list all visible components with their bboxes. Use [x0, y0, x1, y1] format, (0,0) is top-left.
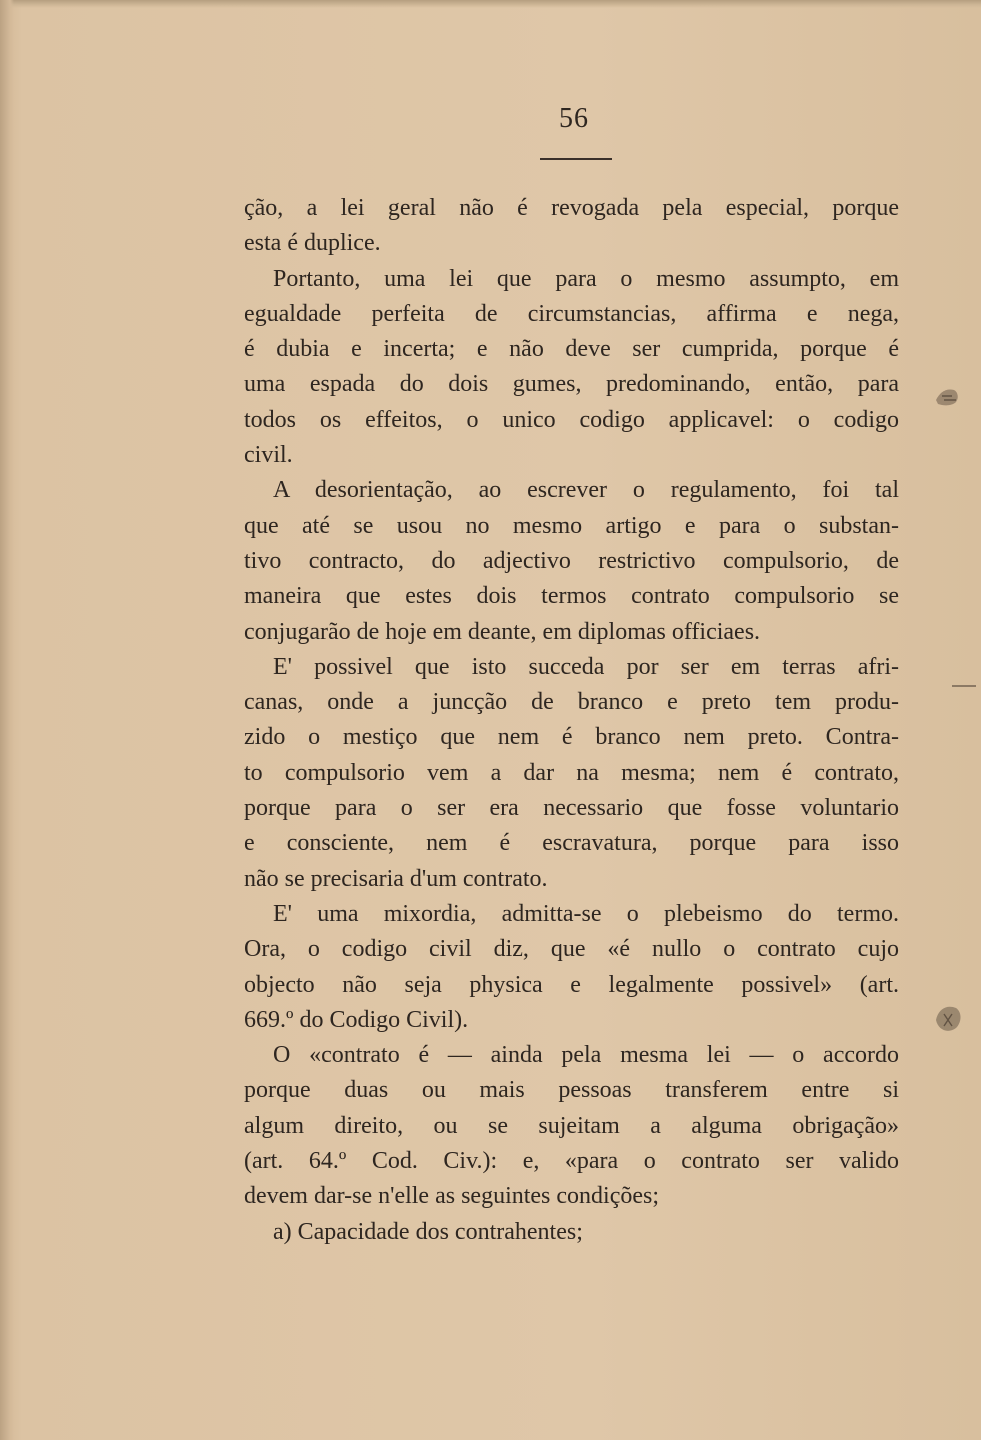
text-line: uma espada do dois gumes, predominando, então, para — [244, 371, 899, 398]
text-line: algum direito, ou se sujeitam a alguma obrigação» — [244, 1112, 899, 1139]
text-line: egualdade perfeita de circumstancias, affirma e nega, — [244, 300, 899, 327]
body-text — [244, 191, 899, 1250]
text-line: não se precisaria d'um contrato. — [244, 865, 548, 892]
text-line: (art. 64.º Cod. Civ.): e, «para o contrato ser valido — [244, 1148, 899, 1175]
page-number: 56 — [559, 103, 589, 134]
text-line: 669.º do Codigo Civil). — [244, 1006, 469, 1033]
text-line: E' possivel que isto succeda por ser em terras afri- — [273, 653, 899, 680]
text-line: A desorientação, ao escrever o regulamento, foi tal — [273, 477, 899, 504]
text-line: objecto não seja physica e legalmente possivel» (art. — [244, 971, 899, 998]
text-line: porque duas ou mais pessoas transferem entre si — [244, 1077, 899, 1104]
text-line: todos os effeitos, o unico codigo applicavel: o codigo — [244, 406, 899, 433]
text-line: canas, onde a juncção de branco e preto tem produ- — [244, 689, 899, 716]
text-line: E' uma mixordia, admitta-se o plebeismo do termo. — [273, 900, 899, 927]
text-line: Portanto, uma lei que para o mesmo assumpto, em — [273, 265, 899, 292]
ink-blot-mark — [930, 990, 966, 1038]
text-line: civil. — [244, 442, 293, 469]
margin-dash-mark — [950, 680, 978, 692]
text-line: ção, a lei geral não é revogada pela especial, porque — [244, 195, 899, 221]
header-rule — [540, 158, 612, 160]
text-line: zido o mestiço que nem é branco nem preto. Contra- — [244, 724, 899, 751]
text-line: O «contrato é — ainda pela mesma lei — o accordo — [273, 1042, 899, 1069]
text-line: to compulsorio vem a dar na mesma; nem é contrato, — [244, 759, 899, 786]
text-line: Ora, o codigo civil diz, que «é nullo o contrato cujo — [244, 936, 899, 963]
ink-blot-mark — [932, 382, 962, 412]
text-line: esta é duplice. — [244, 230, 381, 257]
text-line: devem dar-se n'elle as seguintes condições; — [244, 1183, 660, 1210]
text-line: que até se usou no mesmo artigo e para o substan- — [244, 512, 899, 539]
page-binding-edge — [0, 0, 14, 1440]
text-line: a) Capacidade dos contrahentes; — [273, 1218, 583, 1245]
text-line: e consciente, nem é escravatura, porque para isso — [244, 830, 899, 857]
text-line: porque para o ser era necessario que fosse voluntario — [244, 795, 899, 822]
text-line-segment: tivo contracto, do adjectivo restrictivo compulsorio, de — [244, 547, 899, 574]
page-top-edge — [0, 0, 981, 8]
text-line: é dubia e incerta; e não deve ser cumprida, porque é — [244, 336, 899, 363]
text-line: conjugarão de hoje em deante, em diplomas officiaes. — [244, 618, 761, 645]
text-line: maneira que estes dois termos contrato compulsorio se — [244, 583, 899, 610]
text-line — [244, 544, 899, 579]
